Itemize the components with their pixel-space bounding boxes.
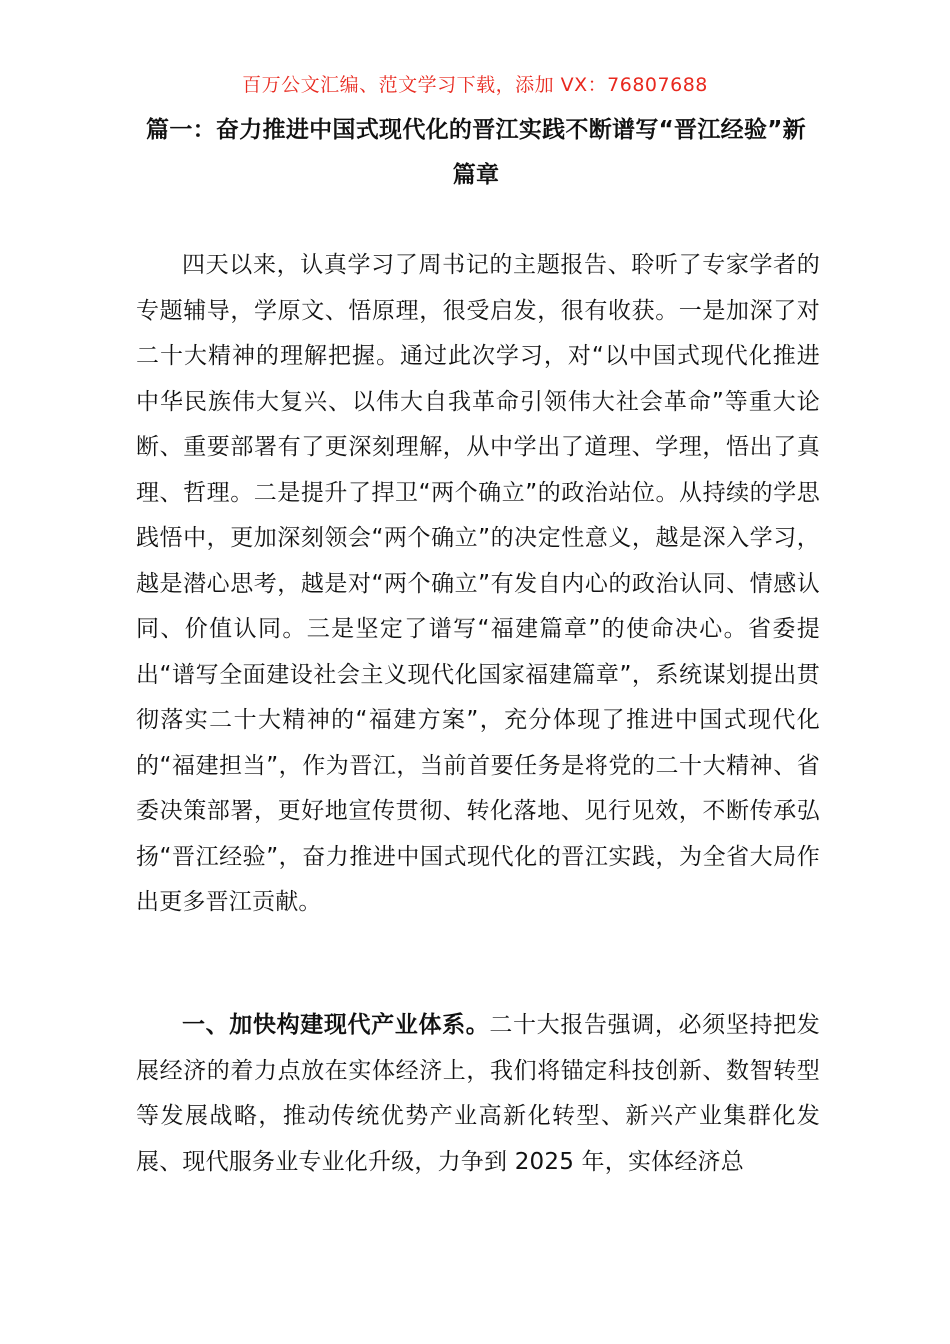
paragraph-text: 二十大报告强调，必须坚持把发展经济的着力点放在实体经济上，我们将锚定科技创新、数智转型等发展战略，推动传统优势产业高新化转型、新兴产业集群化发展、现代服务业专业化升级，力争到 2025 年，实体经济总: [136, 1012, 820, 1175]
document-title: 篇一：奋力推进中国式现代化的晋江实践不断谱写“晋江经验”新篇章: [146, 117, 806, 188]
body-paragraph: [136, 243, 820, 926]
header-note: 百万公文汇编、范文学习下载，添加 VX：76807688: [242, 74, 708, 96]
paragraph-text: 四天以来，认真学习了周书记的主题报告、聆听了专家学者的专题辅导，学原文、悟原理，很受启发，很有收获。一是加深了对二十大精神的理解把握。通过此次学习，对“以中国式现代化推进中华民族伟大复兴、以伟大自我革命引领伟大社会革命”等重大论断、重要部署有了更深刻理解，从中学出了道理、学理，悟出了真理、哲理。二是提升了捍卫“两个确立”的政治站位。从持续的学思践悟中，更加深刻领会“两个确立”的决定性意义，越是深入学习，越是潜心思考，越是对“两个确立”有发自内心的政治认同、情感认同、价值认同。三是坚定了谱写“福建篇章”的使命决心。省委提出“谱写全面建设社会主义现代化国家福建篇章”，系统谋划提出贯彻落实二十大精神的“福建方案”，充分体现了推进中国式现代化的“福建担当”，作为晋江，当前首要任务是将党的二十大精神、省委决策部署，更好地宣传贯彻、转化落地、见行见效，不断传承弘扬“晋江经验”，奋力推进中国式现代化的晋江实践，为全省大局作出更多晋江贡献。: [136, 252, 820, 915]
section-heading: 一、加快构建现代产业体系。: [182, 1012, 490, 1038]
body-paragraph: [136, 1003, 820, 1185]
